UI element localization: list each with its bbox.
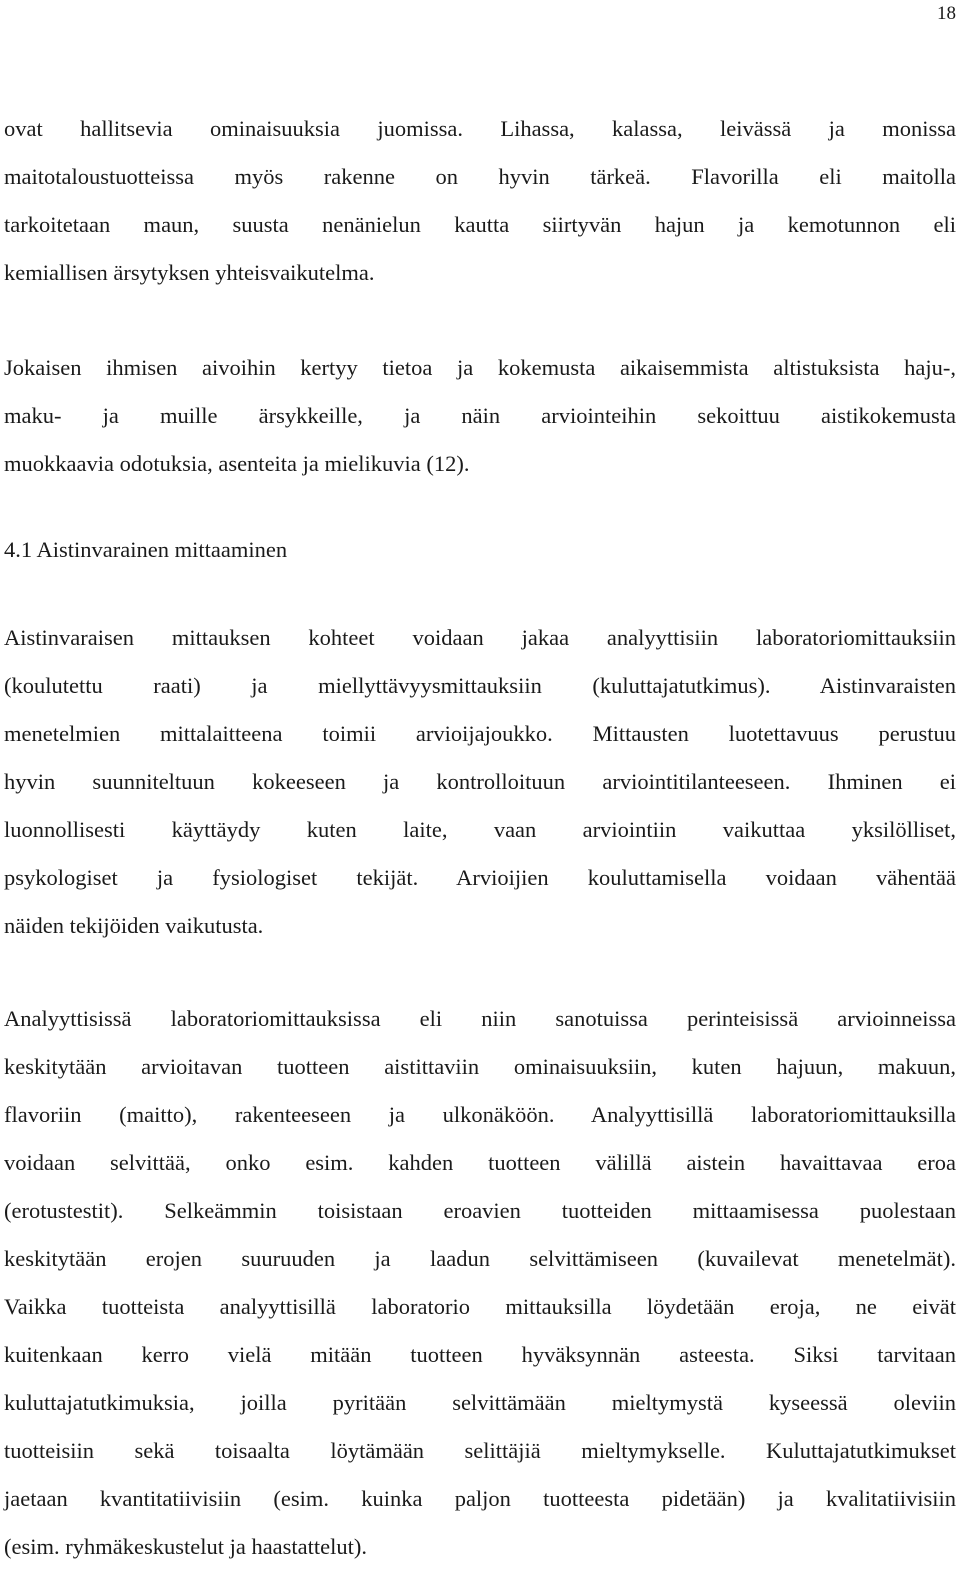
page-number: 18	[937, 3, 956, 24]
paragraph-line: Analyyttisissä laboratoriomittauksissa eli niin sanotuissa perinteisissä arvioinneissa	[4, 1006, 956, 1031]
paragraph-line: tuotteisiin sekä toisaalta löytämään selittäjiä mieltymykselle. Kuluttajatutkimukset	[4, 1438, 956, 1463]
paragraph-line: maku- ja muille ärsykkeille, ja näin arviointeihin sekoittuu aistikokemusta	[4, 403, 956, 428]
paragraph-line: maitotaloustuotteissa myös rakenne on hyvin tärkeä. Flavorilla eli maitolla	[4, 164, 956, 189]
paragraph-line: psykologiset ja fysiologiset tekijät. Arvioijien kouluttamisella voidaan vähentää	[4, 865, 956, 890]
paragraph-line: näiden tekijöiden vaikutusta.	[4, 913, 264, 938]
paragraph-line: flavoriin (maitto), rakenteeseen ja ulkonäköön. Analyyttisillä laboratoriomittauksilla	[4, 1102, 956, 1127]
paragraph-line: Aistinvaraisen mittauksen kohteet voidaan jakaa analyyttisiin laboratoriomittauksiin	[4, 625, 956, 650]
paragraph-line: keskitytään arvioitavan tuotteen aistittaviin ominaisuuksiin, kuten hajuun, makuun,	[4, 1054, 956, 1079]
paragraph-line: ovat hallitsevia ominaisuuksia juomissa. Lihassa, kalassa, leivässä ja monissa	[4, 116, 956, 141]
paragraph-line: Vaikka tuotteista analyyttisillä laboratorio mittauksilla löydetään eroja, ne eivät	[4, 1294, 956, 1319]
paragraph-2	[4, 344, 956, 488]
paragraph-line: luonnollisesti käyttäydy kuten laite, vaan arviointiin vaikuttaa yksilölliset,	[4, 817, 956, 842]
paragraph-1	[4, 105, 956, 297]
paragraph-line: kemiallisen ärsytyksen yhteisvaikutelma.	[4, 260, 375, 285]
paragraph-line: Jokaisen ihmisen aivoihin kertyy tietoa ja kokemusta aikaisemmista altistuksista haju-,	[4, 355, 956, 380]
paragraph-line: (erotustestit). Selkeämmin toisistaan eroavien tuotteiden mittaamisessa puolestaan	[4, 1198, 956, 1223]
paragraph-line: kuluttajatutkimuksia, joilla pyritään selvittämään mieltymystä kyseessä oleviin	[4, 1390, 956, 1415]
paragraph-line: kuitenkaan kerro vielä mitään tuotteen hyväksynnän asteesta. Siksi tarvitaan	[4, 1342, 956, 1367]
paragraph-line: jaetaan kvantitatiivisiin (esim. kuinka paljon tuotteesta pidetään) ja kvalitatiivisiin	[4, 1486, 956, 1511]
paragraph-line: hyvin suunniteltuun kokeeseen ja kontrolloituun arviointitilanteeseen. Ihminen ei	[4, 769, 956, 794]
paragraph-line: keskitytään erojen suuruuden ja laadun selvittämiseen (kuvailevat menetelmät).	[4, 1246, 956, 1271]
paragraph-line: (esim. ryhmäkeskustelut ja haastattelut).	[4, 1534, 368, 1559]
paragraph-line: muokkaavia odotuksia, asenteita ja mielikuvia (12).	[4, 451, 470, 476]
paragraph-line: menetelmien mittalaitteena toimii arvioijajoukko. Mittausten luotettavuus perustuu	[4, 721, 956, 746]
paragraph-4	[4, 995, 956, 1571]
section-heading: 4.1 Aistinvarainen mittaaminen	[4, 537, 288, 562]
paragraph-line: tarkoitetaan maun, suusta nenänielun kautta siirtyvän hajun ja kemotunnon eli	[4, 212, 956, 237]
paragraph-line: (koulutettu raati) ja miellyttävyysmittauksiin (kuluttajatutkimus). Aistinvaraisten	[4, 673, 956, 698]
paragraph-3	[4, 614, 956, 950]
paragraph-line: voidaan selvittää, onko esim. kahden tuotteen välillä aistein havaittavaa eroa	[4, 1150, 956, 1175]
